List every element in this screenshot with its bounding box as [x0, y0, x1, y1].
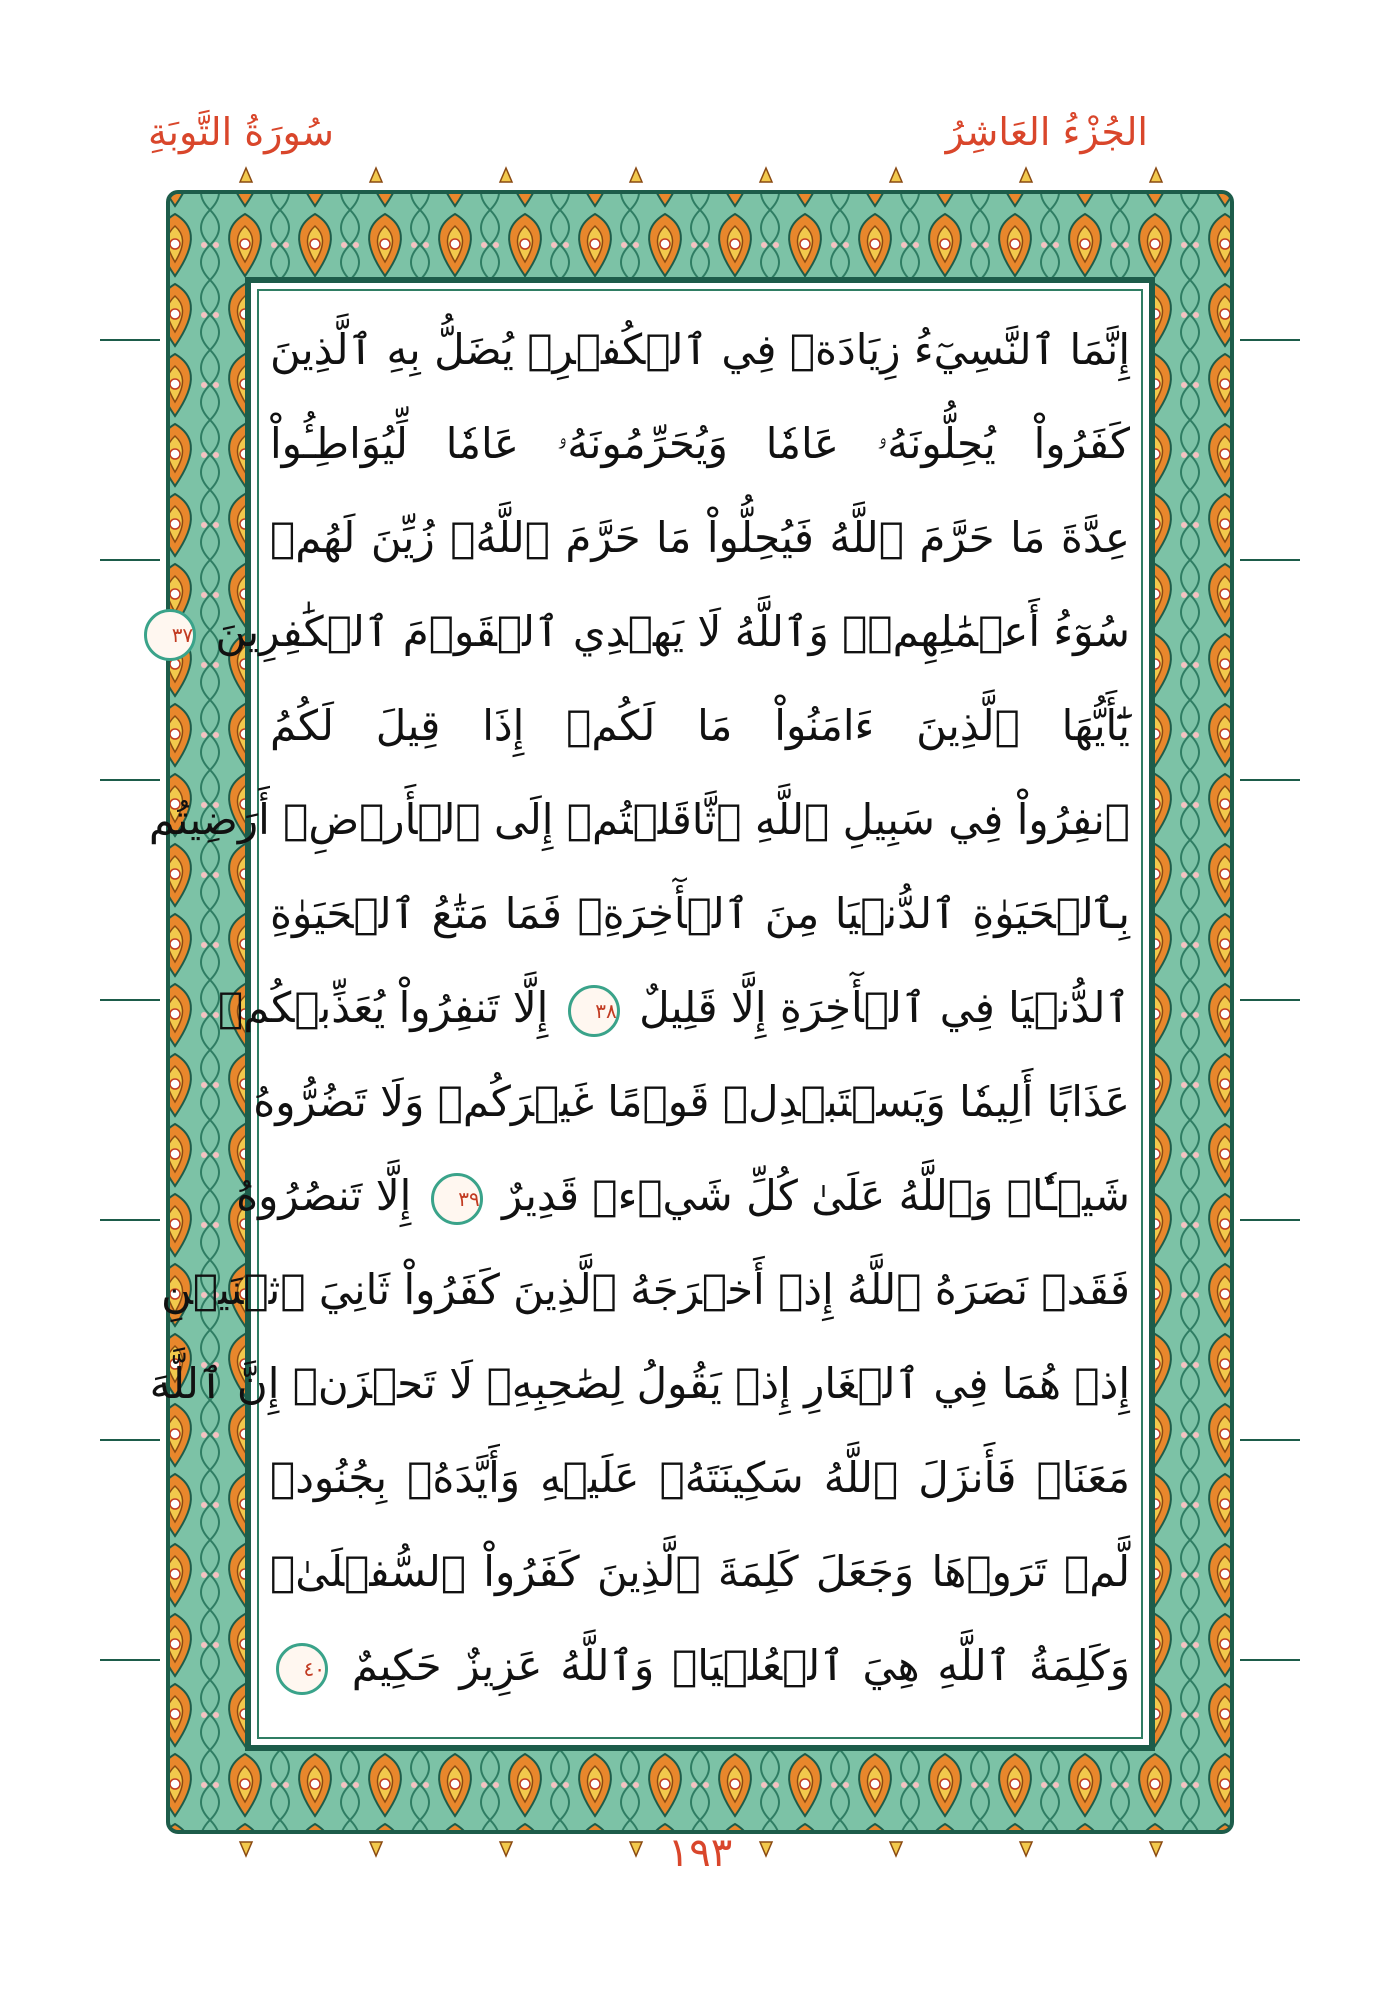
verse-line-7: بِٱلۡحَيَوٰةِ ٱلدُّنۡيَا مِنَ ٱلۡأٓخِرَةِۚ فَمَا مَتَٰعُ ٱلۡحَيَوٰةِ: [270, 889, 1130, 938]
verse-line-5: يَٰٓأَيُّهَا ٱلَّذِينَ ءَامَنُواْ مَا لَكُمۡ إِذَا قِيلَ لَكُمُ: [270, 701, 1130, 750]
verse-line-2: كَفَرُواْ يُحِلُّونَهُۥ عَامٗا وَيُحَرِّمُونَهُۥ عَامٗا لِّيُوَاطِـُٔواْ: [270, 419, 1131, 468]
verse-line-3: عِدَّةَ مَا حَرَّمَ ٱللَّهُ فَيُحِلُّواْ مَا حَرَّمَ ٱللَّهُۚ زُيِّنَ لَهُمۡ: [270, 513, 1130, 562]
ayah-number-marker: ٣٨: [568, 985, 620, 1037]
surah-title: سُورَةُ التَّوبَةِ: [148, 110, 334, 154]
verse-line-14: لَّمۡ تَرَوۡهَا وَجَعَلَ كَلِمَةَ ٱلَّذِينَ كَفَرُواْ ٱلسُّفۡلَىٰۗ: [270, 1547, 1130, 1596]
verse-line-4: سُوٓءُ أَعۡمَٰلِهِمۡۗ وَٱللَّهُ لَا يَهۡدِي ٱلۡقَوۡمَ ٱلۡكَٰفِرِينَ ٣٧: [270, 592, 1130, 672]
verse-line-10: شَيۡـٔٗاۗ وَٱللَّهُ عَلَىٰ كُلِّ شَيۡءٖ قَدِيرٌ ٣٩ إِلَّا تَنصُرُوهُ: [270, 1156, 1130, 1236]
verse-line-12: إِذۡ هُمَا فِي ٱلۡغَارِ إِذۡ يَقُولُ لِصَٰحِبِهِۦ لَا تَحۡزَنۡ إِنَّ ٱللَّهَ: [149, 1359, 1130, 1408]
verse-line-6: ٱنفِرُواْ فِي سَبِيلِ ٱللَّهِ ٱثَّاقَلۡتُمۡ إِلَى ٱلۡأَرۡضِۚ أَرَضِيتُم: [148, 795, 1130, 844]
verse-line-11: فَقَدۡ نَصَرَهُ ٱللَّهُ إِذۡ أَخۡرَجَهُ ٱلَّذِينَ كَفَرُواْ ثَانِيَ ٱثۡنَيۡنِ: [160, 1265, 1130, 1314]
verse-line-1: إِنَّمَا ٱلنَّسِيٓءُ زِيَادَةٞ فِي ٱلۡكُفۡرِۖ يُضَلُّ بِهِ ٱلَّذِينَ: [270, 325, 1130, 374]
ayah-number-marker: ٣٩: [431, 1173, 483, 1225]
verse-panel: [148, 300, 1131, 1730]
ayah-number-marker: ٤٠: [276, 1643, 328, 1695]
verse-line-13: مَعَنَاۖ فَأَنزَلَ ٱللَّهُ سَكِينَتَهُۥ عَلَيۡهِ وَأَيَّدَهُۥ بِجُنُودٖ: [270, 1453, 1130, 1502]
page-number: ١٩٣: [667, 1830, 733, 1876]
verse-line-8: ٱلدُّنۡيَا فِي ٱلۡأٓخِرَةِ إِلَّا قَلِيلٌ ٣٨ إِلَّا تَنفِرُواْ يُعَذِّبۡكُمۡ: [270, 968, 1130, 1048]
verse-line-15: وَكَلِمَةُ ٱللَّهِ هِيَ ٱلۡعُلۡيَاۗ وَٱللَّهُ عَزِيزٌ حَكِيمٌ ٤٠: [270, 1626, 1130, 1706]
juz-title: الجُزْءُ العَاشِرُ: [945, 110, 1148, 154]
verse-line-9: عَذَابًا أَلِيمٗا وَيَسۡتَبۡدِلۡ قَوۡمًا غَيۡرَكُمۡ وَلَا تَضُرُّوهُ: [253, 1077, 1130, 1126]
ayah-number-marker: ٣٧: [144, 609, 196, 661]
